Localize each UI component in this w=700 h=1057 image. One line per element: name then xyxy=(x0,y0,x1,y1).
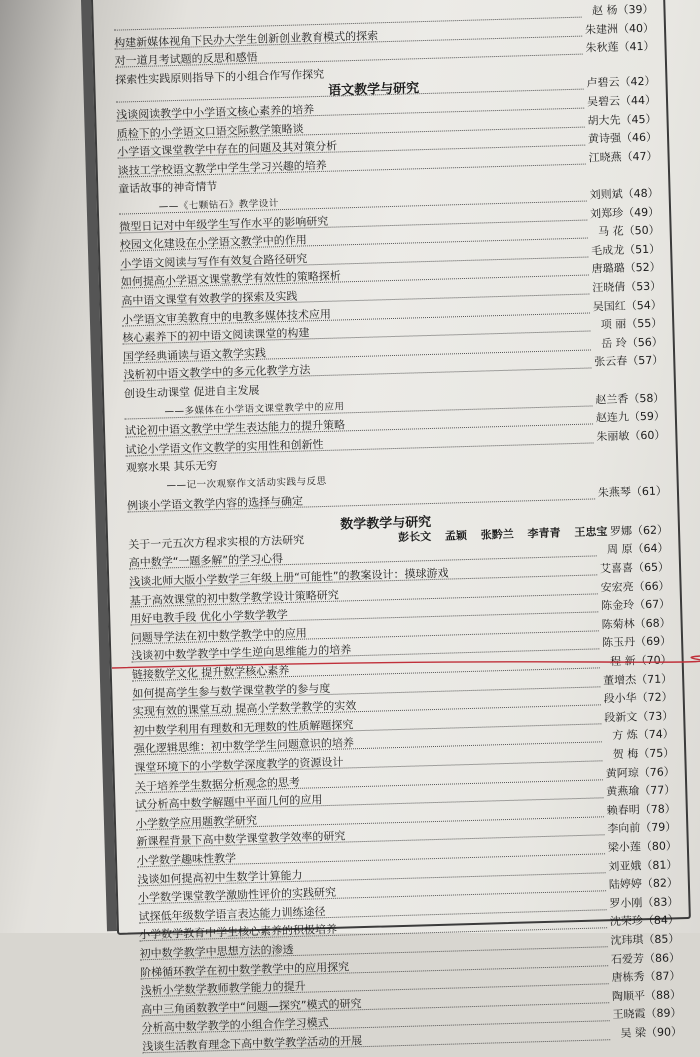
entry-author-page: 陈金玲（67） xyxy=(600,597,671,613)
entry-title: 用好电教手段 优化小学数学教学 xyxy=(130,608,288,626)
entry-title: 初中数学教学中思想方法的渗透 xyxy=(139,943,294,961)
entry-author-page: 朱丽敏（60） xyxy=(596,428,666,444)
entry-author-page: 朱建洲（40） xyxy=(584,21,655,37)
entry-title: 谈技工学校语文教学中学生学习兴趣的培养 xyxy=(117,158,327,178)
entry-author-page: 吴国红（54） xyxy=(592,298,662,314)
entry-title: ——记一次观察作文活动实践与反思 xyxy=(166,475,327,492)
entry-author-page: 赵连九（59） xyxy=(595,409,666,425)
entry-author-page: 沈玮琪（85） xyxy=(610,932,680,948)
entry-title: 浅析初中语文教学中的多元化教学方法 xyxy=(123,363,311,382)
entry-author-page: 段小华（72） xyxy=(603,690,673,706)
entry-title: 小学语文审美教育中的电教多媒体技术应用 xyxy=(121,307,332,327)
entry-title: 问题导学法在初中数学教学中的应用 xyxy=(130,626,307,645)
entry-title: 质检下的小学语文口语交际教学策略谈 xyxy=(116,122,304,141)
entry-title: 基于高效课堂的初中数学教学设计策略研究 xyxy=(129,588,339,608)
entry-author-page: 吴碧云（44） xyxy=(586,93,657,109)
entry-title: 如何提高小学语文课堂教学有效性的策略探析 xyxy=(120,269,341,289)
entry-author-page: 朱秋莲（41） xyxy=(585,39,655,55)
entry-title: 试探低年级数学语言表达能力训练途径 xyxy=(138,904,326,924)
entry-author-page: 刘则斌（48） xyxy=(589,186,659,202)
entry-title: 小学数学教育中学生核心素养的积极培养 xyxy=(138,923,338,942)
section-heading: 数学教学与研究 xyxy=(340,515,432,533)
entry-title: 例谈小学语文教学内容的选择与确定 xyxy=(126,494,304,513)
entry-title: 新课程背景下高中数学课堂教学效率的研究 xyxy=(136,829,346,849)
entry-title: ——《七颗钻石》教学设计 xyxy=(158,198,279,213)
entry-author-page: 贺 梅（75） xyxy=(612,746,675,762)
entry-title: 浅谈阅读教学中小学语文核心素养的培养 xyxy=(116,103,315,122)
entry-author-page: 陈玉丹（69） xyxy=(601,634,672,650)
entry-title: 实现有效的课堂互动 提高小学数学教学的实效 xyxy=(132,699,357,719)
entry-title: 小学数学课堂教学激励性评价的实践研究 xyxy=(137,886,337,905)
entry-title: 阶梯循环教学在初中数学教学中的应用探究 xyxy=(139,960,350,979)
entry-author-page: 黄燕瑜（77） xyxy=(606,783,676,799)
entry-author-page: 罗娜（62） xyxy=(609,523,669,538)
entry-title: 高中三角函数教学中“问题—探究”模式的研究 xyxy=(141,996,362,1017)
entry-title: 校园文化建设在小学语文教学中的作用 xyxy=(119,233,307,252)
entry-title: 对一道月考试题的反思和感悟 xyxy=(114,50,258,68)
entry-author-page: 江晓燕（47） xyxy=(588,149,658,165)
entry-title: ——多媒体在小学语文课堂教学中的应用 xyxy=(164,400,345,418)
entry-title: 探索性实践原则指导下的小组合作写作探究 xyxy=(115,67,325,87)
entry-author-page: 董增杰（71） xyxy=(603,671,673,687)
entry-title: 小学数学趣味性教学 xyxy=(136,851,237,868)
entry-title: 初中数学利用有理数和无理数的性质解题探究 xyxy=(133,718,354,738)
entry-title: 关于培养学生数据分析观念的思考 xyxy=(134,775,301,793)
entry-title: 微型日记对中年级学生写作水平的影响研究 xyxy=(119,214,329,234)
entry-author-page: 岳 玲（56） xyxy=(601,335,663,350)
entry-title: 试分析高中数学解题中平面几何的应用 xyxy=(135,793,323,812)
entry-title: 分析高中数学教学的小组合作学习模式 xyxy=(141,1016,329,1035)
entry-author-page: 王晓霞（89） xyxy=(612,1006,682,1022)
entry-title: 浅谈如何提高初中生数学计算能力 xyxy=(137,868,303,886)
entry-author-page: 艾喜喜（65） xyxy=(599,560,670,576)
entry-title: 浅谈初中数学教学中学生逆向思维能力的培养 xyxy=(131,643,352,663)
entry-author-page: 张云春（57） xyxy=(594,353,664,369)
entry-author-page: 唐栋秀（87） xyxy=(611,969,681,985)
entry-title: 如何提高学生参与数学课堂教学的参与度 xyxy=(132,681,331,701)
entry-author-page: 卢碧云（42） xyxy=(586,74,656,90)
entry-title: 强化逻辑思维：初中数学学生问题意识的培养 xyxy=(133,736,355,756)
entry-author-page: 吴 梁（90） xyxy=(620,1025,683,1040)
entry-author-page: 石爱芳（86） xyxy=(610,950,681,966)
table-of-contents-page xyxy=(82,0,700,1054)
entry-title: 构建新媒体视角下民办大学生创新创业教育模式的探索 xyxy=(114,28,379,50)
entry-author-page: 胡大先（45） xyxy=(587,112,657,128)
entry-title: 课堂环境下的小学数学深度教学的资源设计 xyxy=(134,755,344,775)
entry-author-page: 赖春明（78） xyxy=(606,802,676,818)
entry-title: 观察水果 其乐无穷 xyxy=(125,459,218,475)
entry-author-page: 毛成龙（51） xyxy=(591,242,661,258)
entry-author-page: 项 丽（55） xyxy=(600,316,663,332)
section-heading: 语文教学与研究 xyxy=(327,81,420,100)
entry-title: 高中数学“一题多解”的学习心得 xyxy=(128,552,284,570)
entry-author-page: 陶顺平（88） xyxy=(611,988,682,1003)
entry-title: 童话故事的神奇情节 xyxy=(118,180,218,197)
entry-title: 国学经典诵读与语文教学实践 xyxy=(122,346,267,364)
entry-title: 浅谈北师大版小学数学三年级上册“可能性”的教案设计：摸球游戏 xyxy=(129,566,449,589)
entry-title: 关于一元五次方程求实根的方法研究 xyxy=(128,533,305,552)
entry-author-page: 赵 杨（39） xyxy=(591,2,654,18)
entry-title: 小学语文课堂教学中存在的问题及其对策分析 xyxy=(117,139,338,159)
entry-author-page: 安宏亮（66） xyxy=(600,578,670,594)
entry-author-page: 段新文（73） xyxy=(604,709,674,725)
entry-author-page: 梁小莲（80） xyxy=(607,839,678,855)
entry-author-page: 汪晓倩（53） xyxy=(592,279,662,295)
entry-author-page: 赵兰香（58） xyxy=(595,391,665,406)
entry-author-page: 罗小刚（83） xyxy=(609,895,679,910)
entry-title: 创设生动课堂 促进自主发展 xyxy=(123,383,260,401)
entry-author-page: 刘亚娥（81） xyxy=(608,857,678,873)
entry-title: 小学语文阅读与写作有效复合路径研究 xyxy=(120,252,308,271)
entry-author-page: 唐璐璐（52） xyxy=(591,260,661,276)
entry-author-page: 方 炼（74） xyxy=(612,727,674,743)
entry-title: 浅谈生活教育理念下高中数学教学活动的开展 xyxy=(142,1034,363,1054)
entry-author-page: 陆婷婷（82） xyxy=(608,876,679,892)
entry-author-page: 程 新（70） xyxy=(609,653,672,669)
entry-author-page: 黄诗强（46） xyxy=(587,130,658,146)
entry-author-page: 陈菊林（68） xyxy=(601,616,671,632)
entry-author-page: 黄阿琼（76） xyxy=(605,764,675,780)
entry-author-page: 李向前（79） xyxy=(607,820,677,836)
entry-title: 链接数学文化 提升数学核心素养 xyxy=(131,664,290,682)
entry-title: 试论小学语文作文教学的实用性和创新性 xyxy=(125,437,324,457)
entry-author-page: 朱燕琴（61） xyxy=(597,484,668,499)
entry-author-page: 刘郑珍（49） xyxy=(589,205,660,221)
entry-coauthors: 彭长文 孟颖 张黔兰 李青青 王忠宝 xyxy=(397,524,608,544)
entry-title: 高中语文课堂有效教学的探索及实践 xyxy=(121,289,298,308)
entry-author-page: 马 花（50） xyxy=(597,223,660,239)
entry-title: 小学数学应用题教学研究 xyxy=(135,813,258,831)
entry-title: 核心素养下的初中语文阅读课堂的构建 xyxy=(122,326,310,345)
entry-author-page: 周 原（64） xyxy=(606,541,669,557)
entry-title: 试论初中语文教学中学生表达能力的提升策略 xyxy=(124,418,346,438)
entry-title: 浅析小学数学教师教学能力的提升 xyxy=(140,979,306,998)
entry-author-page: 沈荣珍（84） xyxy=(609,913,680,929)
